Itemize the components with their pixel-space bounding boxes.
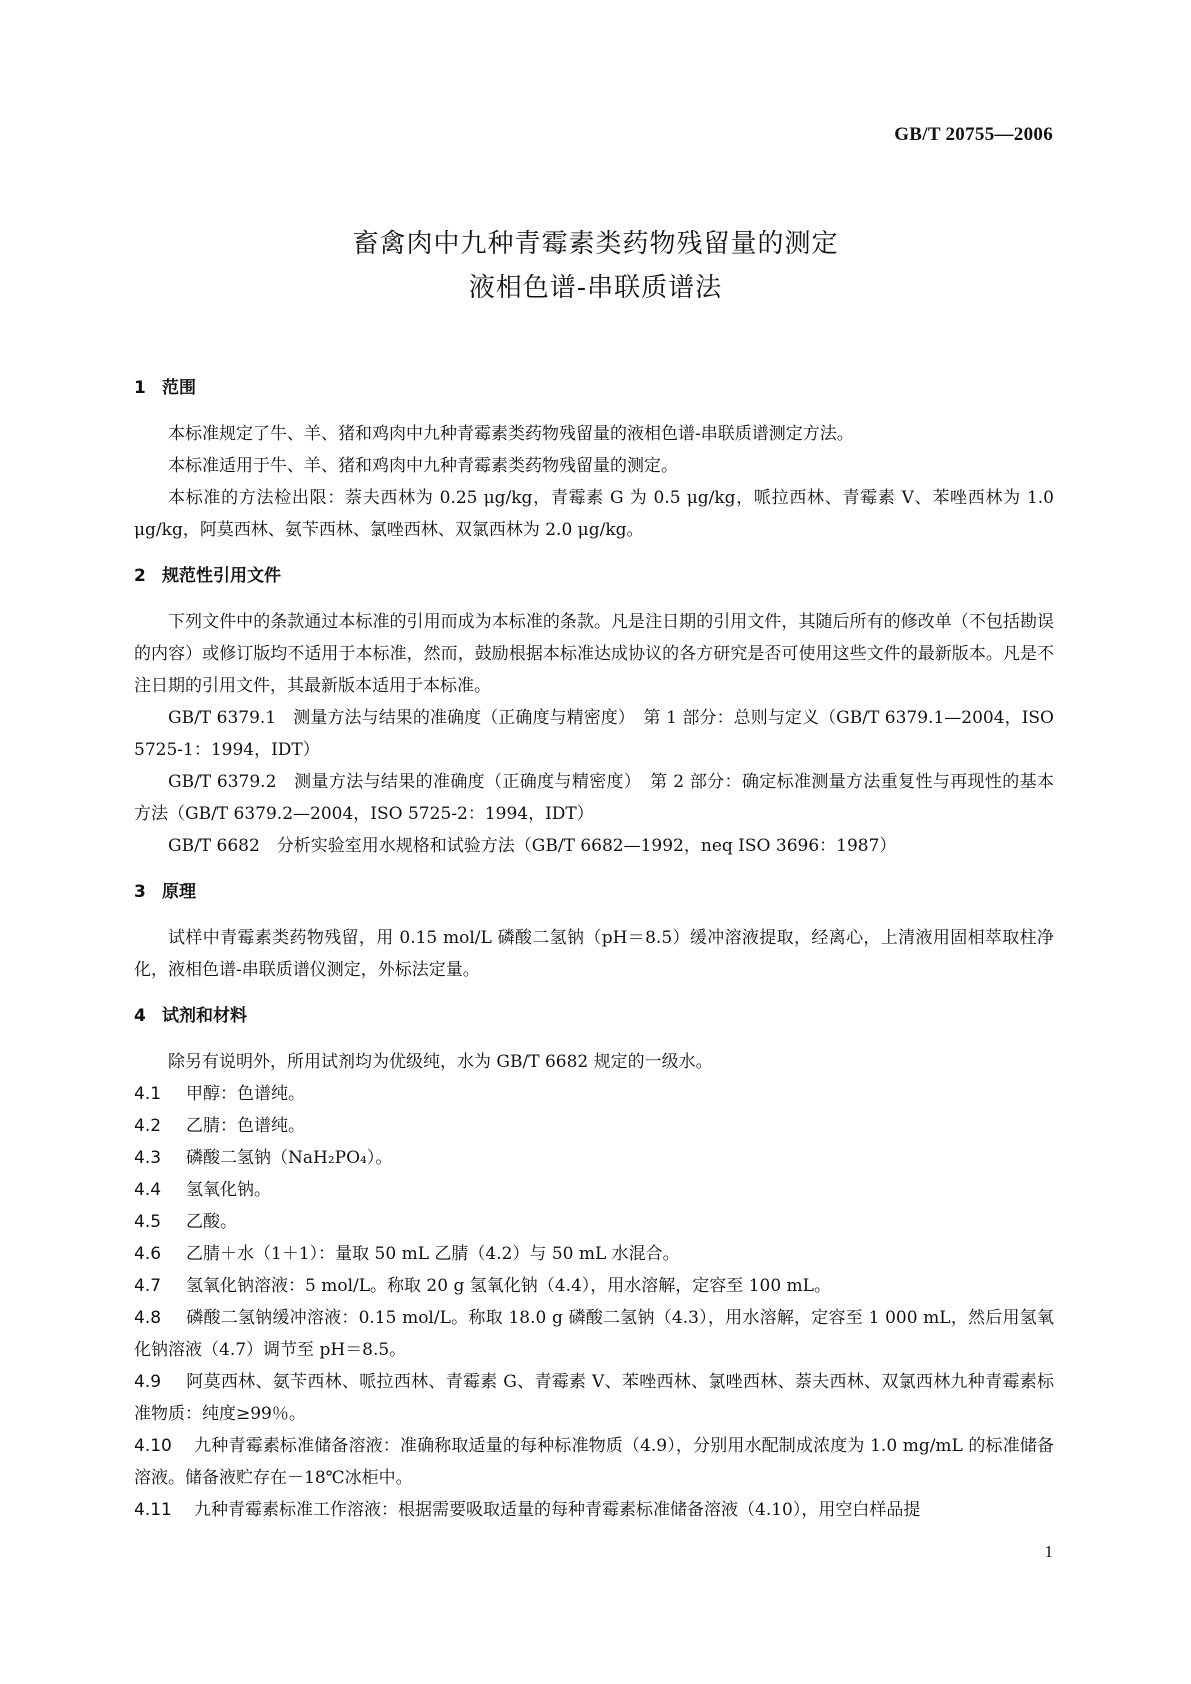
item-text: 氢氧化钠溶液：5 mol/L。称取 20 g 氢氧化钠（4.4），用水溶解，定容至 100 mL。 [186, 1276, 831, 1296]
section-normative-references [134, 560, 1054, 862]
paragraph: 除另有说明外，所用试剂均为优级纯，水为 GB/T 6682 规定的一级水。 [168, 1052, 713, 1072]
section-principle [134, 876, 1054, 986]
list-item [134, 1174, 1054, 1206]
section-number: 3 [134, 882, 146, 902]
section-heading [134, 560, 1054, 592]
list-item [134, 1494, 1054, 1526]
title-line-1: 畜禽肉中九种青霉素类药物残留量的测定 [352, 229, 839, 259]
paragraph: 试样中青霉素类药物残留，用 0.15 mol/L 磷酸二氢钠（pH＝8.5）缓冲溶液提取，经离心，上清液用固相萃取柱净化，液相色谱-串联质谱仪测定，外标法定量。 [134, 928, 1054, 980]
item-number: 4.10 [134, 1436, 172, 1456]
item-text: 氢氧化钠。 [186, 1180, 271, 1200]
section-number: 4 [134, 1006, 146, 1026]
item-number: 4.6 [134, 1244, 162, 1264]
section-reagents [134, 1000, 1054, 1526]
page-number: 1 [1044, 1542, 1053, 1561]
document-body [134, 372, 1054, 1540]
section-title: 原理 [162, 882, 196, 902]
section-title: 试剂和材料 [162, 1006, 247, 1026]
item-text: 甲醇：色谱纯。 [186, 1084, 305, 1104]
list-item [134, 1238, 1054, 1270]
item-text: 磷酸二氢钠缓冲溶液：0.15 mol/L。称取 18.0 g 磷酸二氢钠（4.3），用水溶解，定容至 1 000 mL，然后用氢氧化钠溶液（4.7）调节至 pH＝8.5。 [134, 1308, 1054, 1360]
paragraph: 本标准的方法检出限：萘夫西林为 0.25 μg/kg，青霉素 G 为 0.5 μg/kg，哌拉西林、青霉素 V、苯唑西林为 1.0 μg/kg，阿莫西林、氨苄西林、氯唑西林、双氯西林为 2.0 μg/kg。 [134, 488, 1054, 540]
list-item [134, 1366, 1054, 1430]
item-text: 乙酸。 [186, 1212, 237, 1232]
item-text: 九种青霉素标准储备溶液：准确称取适量的每种标准物质（4.9），分别用水配制成浓度为 1.0 mg/mL 的标准储备溶液。储备液贮存在－18℃冰柜中。 [134, 1436, 1054, 1488]
item-text: 磷酸二氢钠（NaH₂PO₄）。 [186, 1148, 393, 1168]
section-heading [134, 876, 1054, 908]
section-scope [134, 372, 1054, 546]
section-title: 范围 [162, 378, 196, 398]
list-item [134, 1110, 1054, 1142]
item-number: 4.4 [134, 1180, 162, 1200]
paragraph: 本标准规定了牛、羊、猪和鸡肉中九种青霉素类药物残留量的液相色谱-串联质谱测定方法。 [168, 424, 854, 444]
reference-item: GB/T 6379.2 测量方法与结果的准确度（正确度与精密度） 第 2 部分：确定标准测量方法重复性与再现性的基本方法（GB/T 6379.2—2004，ISO 5725-2：1994，IDT） [134, 772, 1054, 824]
list-item [134, 1270, 1054, 1302]
list-item [134, 1302, 1054, 1366]
item-number: 4.9 [134, 1372, 162, 1392]
list-item [134, 1142, 1054, 1174]
paragraph: 下列文件中的条款通过本标准的引用而成为本标准的条款。凡是注日期的引用文件，其随后所有的修改单（不包括勘误的内容）或修订版均不适用于本标准，然而，鼓励根据本标准达成协议的各方研究是否可使用这些文件的最新版本。凡是不注日期的引用文件，其最新版本适用于本标准。 [134, 612, 1054, 696]
section-number: 1 [134, 378, 146, 398]
title-line-2: 液相色谱-串联质谱法 [468, 273, 723, 303]
standard-number: GB/T 20755—2006 [894, 124, 1053, 145]
item-text: 乙腈＋水（1＋1）：量取 50 mL 乙腈（4.2）与 50 mL 水混合。 [186, 1244, 680, 1264]
section-heading [134, 372, 1054, 404]
item-number: 4.7 [134, 1276, 162, 1296]
list-item [134, 1078, 1054, 1110]
reference-item: GB/T 6379.1 测量方法与结果的准确度（正确度与精密度） 第 1 部分：总则与定义（GB/T 6379.1—2004，ISO 5725-1：1994，IDT） [134, 708, 1054, 760]
item-text: 乙腈：色谱纯。 [186, 1116, 305, 1136]
item-number: 4.11 [134, 1500, 172, 1520]
item-number: 4.2 [134, 1116, 162, 1136]
section-number: 2 [134, 566, 146, 586]
list-item [134, 1430, 1054, 1494]
item-number: 4.1 [134, 1084, 162, 1104]
item-text: 阿莫西林、氨苄西林、哌拉西林、青霉素 G、青霉素 V、苯唑西林、氯唑西林、萘夫西林、双氯西林九种青霉素标准物质：纯度≥99％。 [134, 1372, 1054, 1424]
document-title [0, 222, 1191, 310]
paragraph: 本标准适用于牛、羊、猪和鸡肉中九种青霉素类药物残留量的测定。 [168, 456, 678, 476]
reference-item: GB/T 6682 分析实验室用水规格和试验方法（GB/T 6682—1992，neq ISO 3696：1987） [168, 836, 897, 856]
item-number: 4.8 [134, 1308, 162, 1328]
item-number: 4.3 [134, 1148, 162, 1168]
section-heading [134, 1000, 1054, 1032]
list-item [134, 1206, 1054, 1238]
section-title: 规范性引用文件 [162, 566, 281, 586]
item-number: 4.5 [134, 1212, 162, 1232]
item-text: 九种青霉素标准工作溶液：根据需要吸取适量的每种青霉素标准储备溶液（4.10），用空白样品提 [194, 1500, 921, 1520]
